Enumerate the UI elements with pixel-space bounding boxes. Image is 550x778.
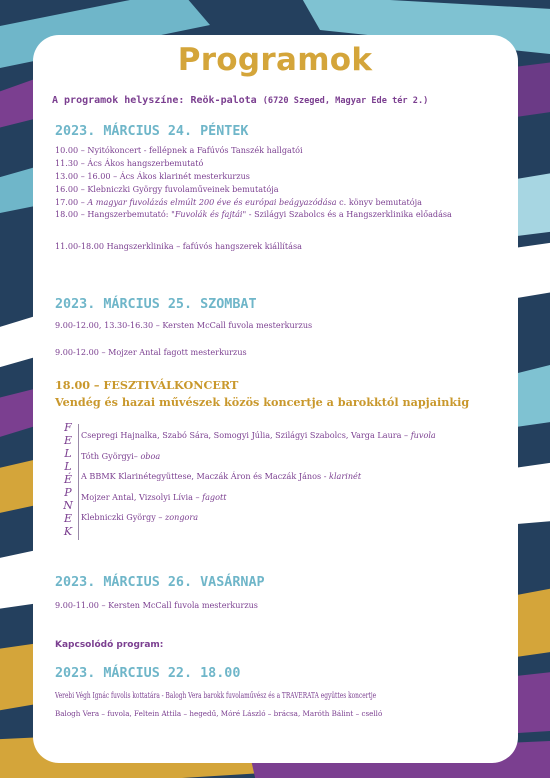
venue-line [52, 95, 428, 106]
vertical-label-letter: L [64, 447, 72, 460]
schedule-item: 11.30 – Ács Ákos hangszerbemutató [55, 158, 204, 168]
schedule-item: 11.00-18.00 Hangszerklinika – fafúvós hangszerek kiállítása [55, 241, 302, 251]
related-heading: 2023. MÁRCIUS 22. 18.00 [55, 666, 241, 681]
concert-subtitle: Vendég és hazai művészek közös koncertje a barokktól napjainkig [55, 395, 470, 409]
venue-address: (6720 Szeged, Magyar Ede tér 2.) [262, 96, 429, 106]
vertical-label-letter: É [63, 473, 73, 486]
performer-row: A BBMK Klarinétegyüttese, Maczák Áron és Maczák János - klarinét [81, 471, 362, 481]
instrument: klarinét [329, 471, 362, 481]
schedule-item: 18.00 – Hangszerbemutató: "Fuvolák és fajtái" - Szilágyi Szabolcs és a Hangszerklinika előadása [55, 209, 452, 219]
performer-row: Csepregi Hajnalka, Szabó Sára, Somogyi Júlia, Szilágyi Szabolcs, Varga Laura – fuvola [81, 430, 436, 440]
schedule-item: 16.00 – Klebniczki György fuvolaműveinek bemutatója [55, 184, 279, 194]
concert-title: 18.00 – FESZTIVÁLKONCERT [55, 378, 239, 392]
vertical-label-letter: L [64, 460, 72, 473]
performer-row: Tóth Györgyi– oboa [81, 451, 161, 461]
performer-row: Klebniczki György – zongora [81, 512, 199, 522]
performers-divider [78, 424, 79, 540]
vertical-label-letter: P [64, 486, 72, 499]
related-label: Kapcsolódó program: [55, 640, 164, 650]
instrument: fagott [202, 492, 227, 502]
vertical-label-letter: K [63, 525, 73, 538]
lecture-title: "Fuvolák és fajtái" [171, 209, 247, 219]
schedule-item: 9.00-11.00 – Kersten McCall fuvola mesterkurzus [55, 600, 258, 610]
schedule-item: 9.00-12.00, 13.30-16.30 – Kersten McCall fuvola mesterkurzus [55, 320, 313, 330]
schedule-item: 9.00-12.00 – Mojzer Antal fagott mesterkurzus [55, 347, 247, 357]
instrument: oboa [140, 451, 161, 461]
related-description: Verebi Végh Ignác fuvolis kottatára - Balogh Vera barokk fuvolaművész és a TRAVERATA együttes koncertje [55, 690, 377, 700]
book-title: A magyar fuvolázás elmúlt 200 éve és európai beágyazódása [87, 197, 337, 207]
vertical-label-letter: E [63, 434, 73, 447]
performer-row: Mojzer Antal, Vizsolyi Lívia – fagott [81, 492, 227, 502]
schedule-item: 17.00 – A magyar fuvolázás elmúlt 200 éve és európai beágyazódása c. könyv bemutatója [55, 197, 422, 207]
schedule-item: 10.00 – Nyitókoncert - fellépnek a Fafúvós Tanszék hallgatói [55, 145, 303, 155]
vertical-label-letter: E [63, 512, 73, 525]
vertical-label-letter: F [64, 421, 72, 434]
day-heading-1: 2023. MÁRCIUS 24. PÉNTEK [55, 124, 249, 139]
vertical-label-letter: N [63, 499, 73, 512]
instrument: fuvola [410, 430, 436, 440]
day-heading-2: 2023. MÁRCIUS 25. SZOMBAT [55, 297, 257, 312]
page-title: Programok [177, 42, 373, 78]
day-heading-3: 2023. MÁRCIUS 26. VASÁRNAP [55, 575, 265, 590]
venue-label: A programok helyszíne: Reök-palota [52, 95, 257, 106]
schedule-item: 13.00 – 16.00 – Ács Ákos klarinét mesterkurzus [55, 171, 250, 181]
instrument: zongora [165, 512, 199, 522]
related-performers: Balogh Vera – fuvola, Feltein Attila – hegedű, Móré László – brácsa, Maróth Bálint – cselló [55, 709, 383, 718]
